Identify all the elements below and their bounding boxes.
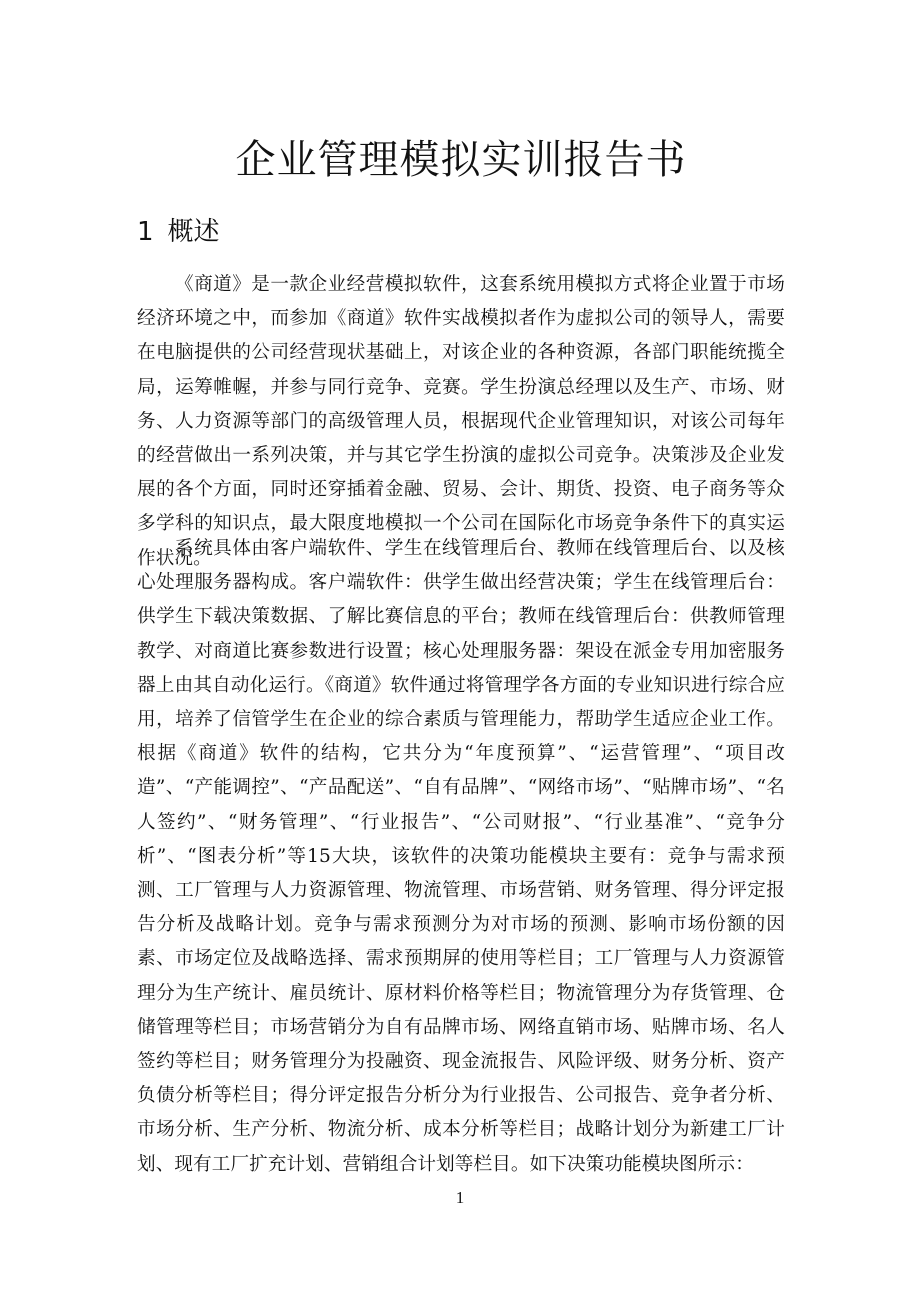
paragraph-system: 系统具体由客户端软件、学生在线管理后台、教师在线管理后台、以及核心处理服务器构成。客户端软件：供学生做出经营决策；学生在线管理后台：供学生下载决策数据、了解比赛信息的平台；教师在线管理后台：供教师管理教学、对商道比赛参数进行设置；核心处理服务器：架设在派金专用加密服务器上由其自动化运行。《商道》软件通过将管理学各方面的专业知识进行综合应用，培养了信管学生在企业的综合素质与管理能力，帮助学生适应企业工作。根据《商道》软件的结构，它共分为“年度预算”、“运营管理”、“项目改造”、“产能调控”、“产品配送”、“自有品牌”、“网络市场”、“贴牌市场”、“名人签约”、“财务管理”、“行业报告”、“公司财报”、“行业基准”、“竞争分析”、“图表分析”等15大块，该软件的决策功能模块主要有：竞争与需求预测、工厂管理与人力资源管理、物流管理、市场营销、财务管理、得分评定报告分析及战略计划。竞争与需求预测分为对市场的预测、影响市场份额的因素、市场定位及战略选择、需求预期屏的使用等栏目；工厂管理与人力资源管理分为生产统计、雇员统计、原材料价格等栏目；物流管理分为存货管理、仓储管理等栏目；市场营销分为自有品牌市场、网络直销市场、贴牌市场、名人签约等栏目；财务管理分为投融资、现金流报告、风险评级、财务分析、资产负债分析等栏目；得分评定报告分析分为行业报告、公司报告、竞争者分析、市场分析、生产分析、物流分析、成本分析等栏目；战略计划分为新建工厂计划、现有工厂扩充计划、营销组合计划等栏目。如下决策功能模块图所示： (137, 538, 785, 1175)
page-number: 1 (455, 1188, 465, 1207)
section-number: 1 (137, 217, 154, 247)
section-title: 概述 (167, 217, 220, 247)
section-heading (137, 214, 220, 250)
paragraph-intro: 《商道》是一款企业经营模拟软件，这套系统用模拟方式将企业置于市场经济环境之中，而参加《商道》软件实战模拟者作为虚拟公司的领导人，需要在电脑提供的公司经营现状基础上，对该企业的各种资源，各部门职能统揽全局，运筹帷幄，并参与同行竞争、竞赛。学生扮演总经理以及生产、市场、财务、人力资源等部门的高级管理人员，根据现代企业管理知识，对该公司每年的经营做出一系列决策，并与其它学生扮演的虚拟公司竞争。决策涉及企业发展的各个方面，同时还穿插着金融、贸易、会计、期货、投资、电子商务等众多学科的知识点，最大限度地模拟一个公司在国际化市场竞争条件下的真实运作状况。 (137, 274, 785, 569)
document-title: 企业管理模拟实训报告书 (235, 137, 687, 183)
